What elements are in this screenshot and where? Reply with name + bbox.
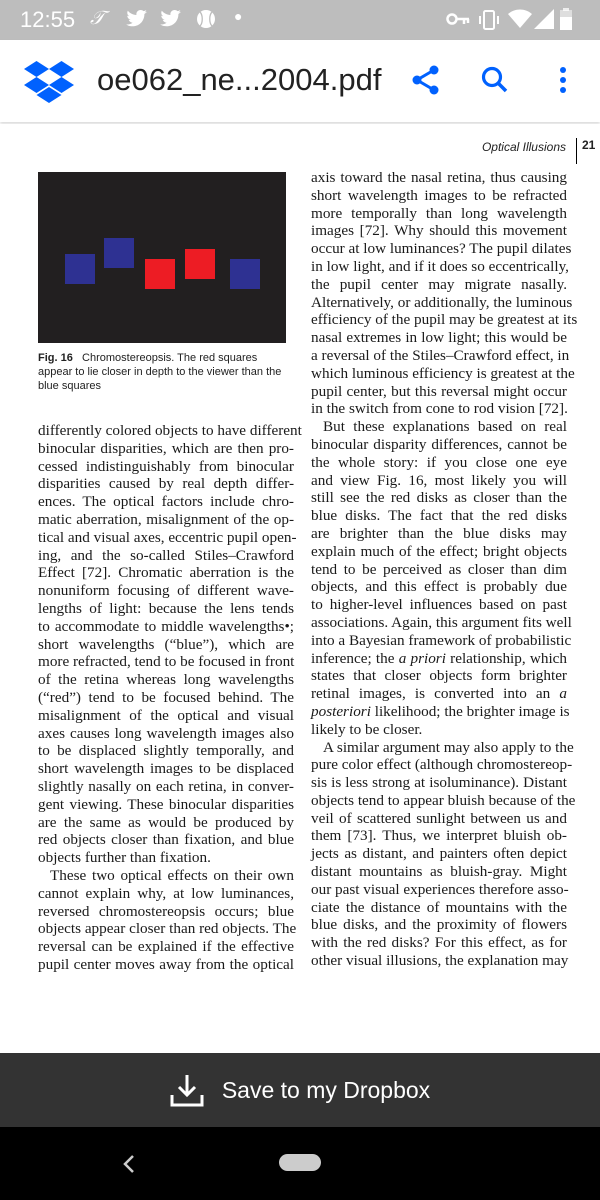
text-line: tend to be perceived as closer than dim bbox=[311, 560, 567, 578]
text-line: distant mountains as bluish-gray. Might bbox=[311, 863, 567, 881]
text-line: matic aberration, misalignment of the op- bbox=[38, 510, 294, 528]
wifi-icon bbox=[508, 9, 532, 29]
text-line: nonuniform focusing of different wave- bbox=[38, 582, 294, 600]
home-pill-button[interactable] bbox=[279, 1154, 321, 1171]
text-line: veil of scattered sunlight between us and bbox=[311, 809, 567, 827]
red-square bbox=[185, 249, 215, 279]
text-line: cannot explain why, at low luminances, bbox=[38, 884, 294, 902]
text-line: which luminous efficiency is greatest at the bbox=[311, 364, 575, 382]
text-line: in low light, and if it does so eccentrically, bbox=[311, 257, 569, 275]
text-line: posteriori likelihood; the brighter image is bbox=[311, 702, 570, 720]
text-line: retinal images, is converted into an a bbox=[311, 685, 567, 703]
text-line: short wavelengths (“blue”), which are bbox=[38, 635, 294, 653]
blue-square bbox=[65, 254, 95, 284]
vpn-key-icon bbox=[446, 12, 470, 26]
save-to-dropbox-button[interactable] bbox=[0, 1053, 600, 1127]
text-line: explain much of the effect; bright objects bbox=[311, 542, 567, 560]
text-line: axes causes long wavelength images also bbox=[38, 724, 294, 742]
share-icon bbox=[410, 64, 442, 96]
text-line: reversal can be explained if the effective bbox=[38, 938, 294, 956]
text-line: jects as distant, and painters often depict bbox=[311, 845, 567, 863]
text-line: lengths of light: because the lens tends bbox=[38, 599, 294, 617]
text-line: objects tend to appear bluish because of the bbox=[311, 791, 576, 809]
text-line: disparities caused by real depth differ- bbox=[38, 475, 294, 493]
text-line: objects appear closer than red objects. The bbox=[38, 920, 297, 938]
text-line: in the switch from cone to rod vision [72]. bbox=[311, 400, 568, 418]
text-line: reversed chromostereopsis occurs; blue bbox=[38, 902, 294, 920]
text-line: objects, and this effect is probably due bbox=[311, 578, 567, 596]
text-line: binocular disparity differences, cannot be bbox=[311, 435, 567, 453]
text-line: (“red”) tend to be focused behind. The bbox=[38, 688, 294, 706]
text-line: ences. The optical factors include chro- bbox=[38, 493, 294, 511]
text-line: pupil center, but this reversal might occur bbox=[311, 382, 567, 400]
text-line: more temporally than long wavelength bbox=[311, 204, 567, 222]
twitter-icon bbox=[160, 10, 182, 28]
page-number: 21 bbox=[576, 138, 595, 164]
text-line: cessed indistinguishably from binocular bbox=[38, 457, 294, 475]
figure-caption-text: Chromostereopsis. The red squares appear to lie closer in depth to the viewer than the blue squares bbox=[38, 352, 282, 392]
share-button[interactable] bbox=[406, 60, 446, 100]
text-line: them [73]. Thus, we interpret bluish ob- bbox=[311, 827, 567, 845]
battery-icon bbox=[560, 8, 572, 30]
text-line: images [72]. Why should this movement bbox=[311, 222, 567, 240]
cell-signal-icon bbox=[534, 9, 554, 29]
text-line: blue disks, and the proximity of flowers bbox=[311, 916, 567, 934]
baseball-icon bbox=[196, 9, 216, 29]
more-notifications-dot-icon: ● bbox=[234, 8, 243, 24]
text-line: objects further than fixation. bbox=[38, 849, 211, 867]
status-bar bbox=[0, 0, 600, 40]
text-line: Alternatively, or additionally, the luminous bbox=[311, 293, 573, 311]
text-line: more refracted, tend to be focused in front bbox=[38, 653, 295, 671]
text-line: pupil center moves away from the optical bbox=[38, 955, 294, 973]
text-line: short wavelength images to be refracted bbox=[311, 186, 567, 204]
text-line: short wavelength images to be displaced bbox=[38, 760, 294, 778]
red-square bbox=[145, 259, 175, 289]
navigation-bar bbox=[0, 1127, 600, 1200]
text-line: slightly nasally on each retina, in conver- bbox=[38, 777, 294, 795]
text-line: These two optical effects on their own bbox=[50, 866, 294, 884]
text-line: gent viewing. These binocular disparities bbox=[38, 795, 294, 813]
figure-caption bbox=[38, 351, 290, 393]
text-line: blue disks. The fact that the red disks bbox=[311, 507, 567, 525]
text-line: pure color effect (although chromostereop- bbox=[311, 756, 573, 774]
text-line: are brighter than the blue disks may bbox=[311, 524, 567, 542]
text-line: binocular disparities, which are then pro- bbox=[38, 439, 294, 457]
text-line: the whole story: if you close one eye bbox=[311, 453, 567, 471]
text-line: with the red disks? For this effect, as for bbox=[311, 934, 567, 952]
right-text-column bbox=[311, 169, 578, 970]
app-bar bbox=[0, 40, 600, 122]
figure-label: Fig. 16 bbox=[38, 352, 73, 364]
more-options-button[interactable] bbox=[543, 60, 583, 100]
blue-square bbox=[230, 259, 260, 289]
pdf-page[interactable] bbox=[0, 124, 600, 1053]
text-line: tical and visual axes, eccentric pupil open- bbox=[38, 528, 297, 546]
text-line: and view Fig. 16, most likely you will bbox=[311, 471, 567, 489]
text-line: are the same as would be produced by bbox=[38, 813, 294, 831]
running-head: Optical Illusions bbox=[481, 140, 566, 154]
blue-square bbox=[104, 238, 134, 268]
text-line: to higher-level influences based on past bbox=[311, 596, 567, 614]
app-notification-icon: 𝒯 bbox=[90, 8, 105, 29]
more-vert-icon bbox=[559, 66, 567, 94]
text-line: sis is less strong at isoluminance). Distant bbox=[311, 774, 567, 792]
text-line: ing, and the so-called Stiles–Crawford bbox=[38, 546, 294, 564]
text-line: ciate the distance of mountains with the bbox=[311, 898, 567, 916]
text-line: misalignment of the optical and visual bbox=[38, 706, 294, 724]
search-icon bbox=[480, 65, 510, 95]
download-icon bbox=[170, 1073, 204, 1107]
text-line: efficiency of the pupil may be greatest at its bbox=[311, 311, 578, 329]
text-line: our past visual experiences therefore asso- bbox=[311, 880, 569, 898]
text-line: a reversal of the Stiles–Crawford effect, in bbox=[311, 346, 570, 364]
save-to-dropbox-label: Save to my Dropbox bbox=[221, 1076, 431, 1103]
dropbox-logo-icon[interactable] bbox=[24, 61, 74, 103]
text-line: still see the red disks as closer than the bbox=[311, 489, 567, 507]
text-line: likely to be closer. bbox=[311, 720, 423, 738]
vibrate-icon bbox=[478, 9, 500, 31]
text-line: associations. Again, this argument fits well bbox=[311, 613, 572, 631]
left-text-column bbox=[38, 422, 302, 974]
document-title: oe062_ne...2004.pdf bbox=[97, 62, 382, 97]
text-line: to be displaced slightly temporally, and bbox=[38, 742, 294, 760]
text-line: of the retina whereas long wavelengths bbox=[38, 671, 294, 689]
text-line: the pupil center may migrate nasally. bbox=[311, 275, 567, 293]
text-line: axis toward the nasal retina, thus causing bbox=[311, 169, 567, 186]
text-line: to accommodate to middle wavelengths•; bbox=[38, 617, 294, 635]
text-line: nasal extremes in low light; this would be bbox=[311, 329, 567, 347]
text-line: states that closer objects form brighter bbox=[311, 667, 567, 685]
text-line: other visual illusions, the explanation may bbox=[311, 952, 569, 970]
back-icon[interactable] bbox=[122, 1154, 136, 1174]
text-line: red objects closer than fixation, and blue bbox=[38, 831, 294, 849]
search-button[interactable] bbox=[475, 60, 515, 100]
text-line: into a Bayesian framework of probabilistic bbox=[311, 631, 572, 649]
text-line: inference; the a priori relationship, which bbox=[311, 649, 567, 667]
figure-16-image bbox=[38, 172, 286, 343]
status-time: 12:55 bbox=[20, 7, 76, 32]
twitter-icon bbox=[126, 10, 148, 28]
text-line: Effect [72]. Chromatic aberration is the bbox=[38, 564, 294, 582]
text-line: occur at low luminances? The pupil dilates bbox=[311, 240, 572, 258]
text-line: But these explanations based on real bbox=[323, 418, 567, 436]
text-line: A similar argument may also apply to the bbox=[323, 738, 574, 756]
text-line: differently colored objects to have different bbox=[38, 422, 302, 439]
